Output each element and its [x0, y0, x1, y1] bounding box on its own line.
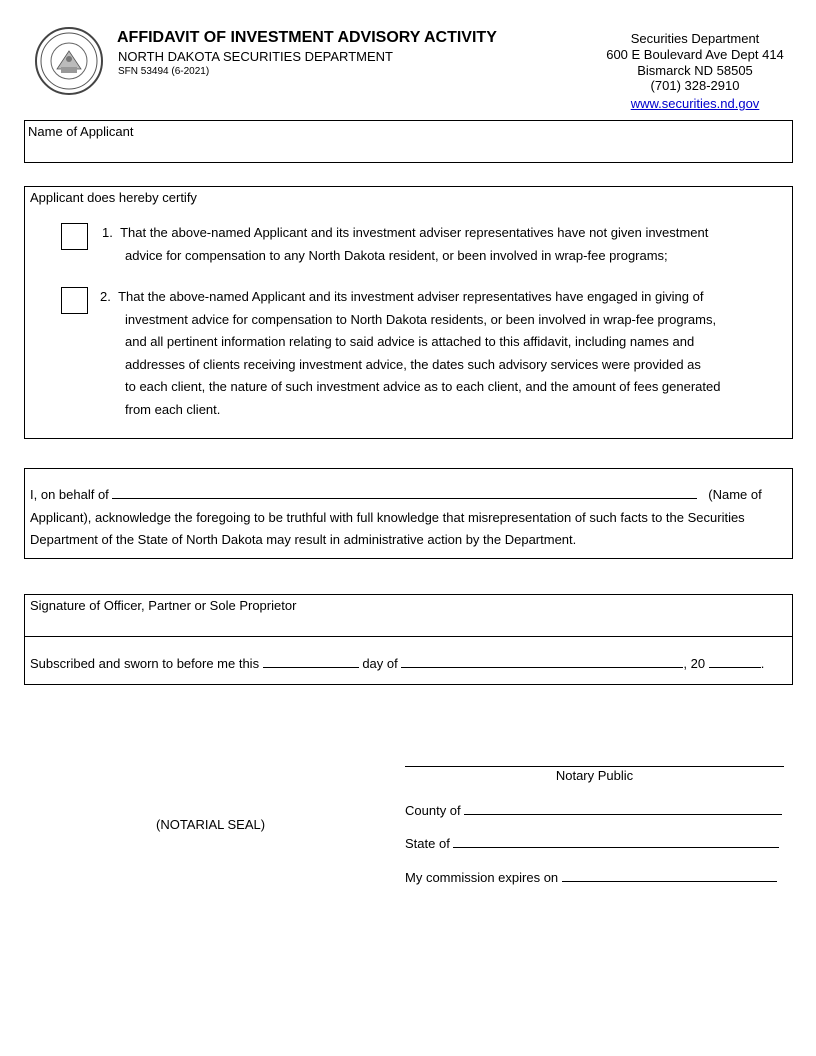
acknowledgement-section: [24, 468, 793, 559]
address-department: Securities Department: [630, 31, 760, 46]
signature-label: Signature of Officer, Partner or Sole Proprietor: [30, 598, 297, 613]
signature-field[interactable]: [30, 611, 785, 635]
form-number: SFN 53494 (6-2021): [118, 66, 210, 77]
sworn-month-blank[interactable]: [401, 654, 683, 668]
address-phone: (701) 328-2910: [650, 78, 740, 93]
checkbox-no-advice[interactable]: [61, 223, 88, 250]
county-label: County of: [405, 803, 461, 818]
applicant-name-label: Name of Applicant: [28, 124, 134, 139]
checkbox-advice-given[interactable]: [61, 287, 88, 314]
acknowledgement-text: [30, 484, 785, 552]
state-seal-logo: [35, 27, 103, 95]
sworn-day-label: day of: [362, 656, 398, 671]
commission-blank[interactable]: [562, 868, 777, 882]
notary-signature-line[interactable]: [405, 766, 784, 767]
notarial-seal-label: (NOTARIAL SEAL): [156, 817, 266, 832]
department-name: NORTH DAKOTA SECURITIES DEPARTMENT: [118, 49, 393, 64]
notary-commission: [405, 868, 777, 885]
notary-county: [405, 801, 782, 818]
state-blank[interactable]: [453, 834, 779, 848]
certify-heading: Applicant does hereby certify: [30, 190, 197, 205]
item-2-line-6: from each client.: [125, 401, 221, 417]
item-2-line-4: addresses of clients receiving investment advice, the dates such advisory services were provided as: [125, 356, 701, 372]
notary-public-label: Notary Public: [555, 768, 634, 783]
certify-item-2: [100, 286, 780, 421]
sworn-day-blank[interactable]: [263, 654, 359, 668]
acknowledge-line-3: Department of the State of North Dakota may result in administrative action by the Department.: [30, 532, 577, 547]
commission-label: My commission expires on: [405, 870, 559, 885]
state-label: State of: [405, 836, 450, 851]
address-city: Bismarck ND 58505: [637, 63, 753, 78]
sworn-end: .: [760, 656, 765, 671]
certify-item-1: [102, 222, 762, 267]
item-2-line-3: and all pertinent information relating to said advice is attached to this affidavit, including names and: [125, 334, 695, 349]
signature-section: [24, 594, 793, 685]
address-street: 600 E Boulevard Ave Dept 414: [606, 47, 784, 62]
item-1-line-1: That the above-named Applicant and its investment adviser representatives have not given investment: [120, 225, 709, 240]
seal-emblem-icon: [37, 29, 101, 93]
item-2-line-1: That the above-named Applicant and its investment adviser representatives have engaged in giving of: [118, 289, 704, 304]
sworn-prefix: Subscribed and sworn to before me this: [30, 656, 260, 671]
acknowledge-suffix: (Name of: [708, 487, 762, 502]
sworn-statement: [30, 654, 764, 671]
address-website: [590, 96, 800, 111]
sworn-year-blank[interactable]: [709, 654, 761, 668]
website-link[interactable]: www.securities.nd.gov: [630, 96, 760, 111]
item-1-number: 1.: [102, 225, 113, 240]
item-2-line-2: investment advice for compensation to North Dakota residents, or been involved in wrap-fee programs,: [125, 311, 717, 327]
applicant-name-field[interactable]: [24, 120, 793, 163]
item-1-line-2: advice for compensation to any North Dakota resident, or been involved in wrap-fee programs;: [125, 247, 668, 263]
sworn-year-label: , 20: [683, 656, 706, 671]
form-title: AFFIDAVIT OF INVESTMENT ADVISORY ACTIVITY: [117, 29, 497, 46]
acknowledge-prefix: I, on behalf of: [30, 487, 109, 502]
signature-divider: [25, 636, 792, 637]
item-2-number: 2.: [100, 289, 111, 304]
notary-state: [405, 834, 779, 851]
item-2-line-5: to each client, the nature of such investment advice as to each client, and the amount of fees generated: [125, 379, 721, 394]
county-blank[interactable]: [464, 801, 782, 815]
applicant-name-blank[interactable]: [112, 485, 697, 499]
acknowledge-line-2: Applicant), acknowledge the foregoing to be truthful with full knowledge that misrepresentation of such facts to the Securities: [30, 509, 745, 525]
certify-section: [24, 186, 793, 439]
